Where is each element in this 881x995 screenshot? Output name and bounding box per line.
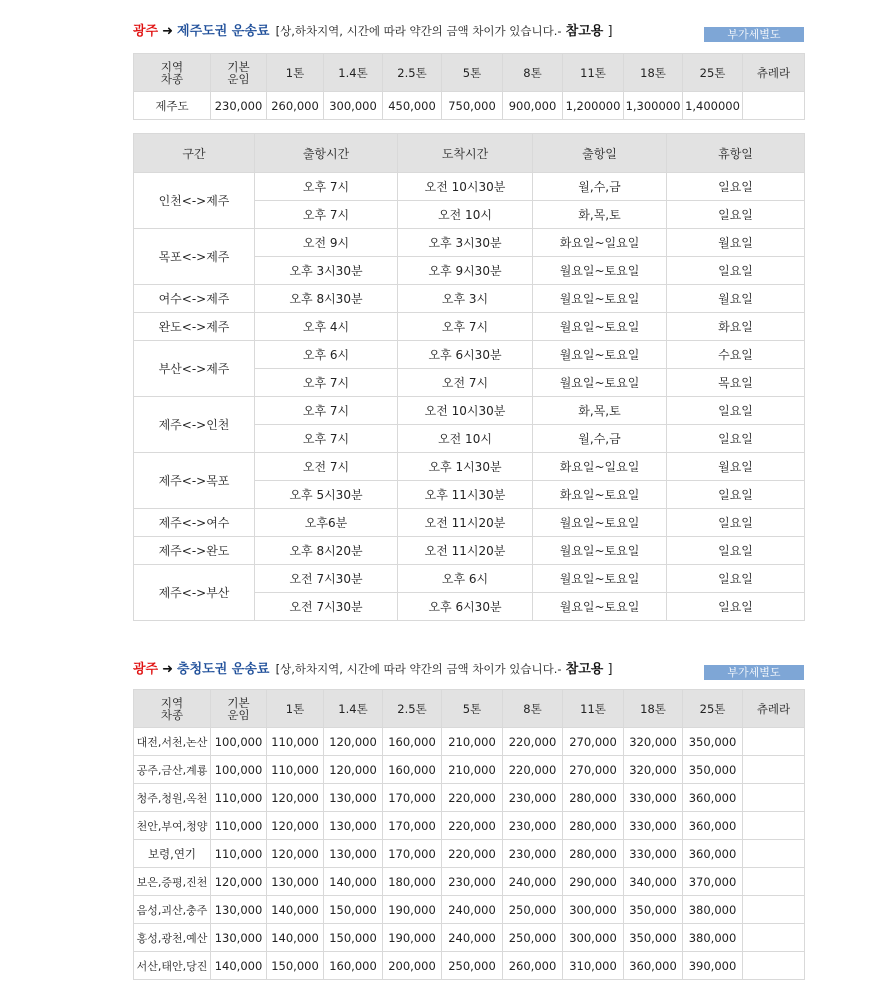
schedule-cell: 화요일~일요일	[533, 453, 667, 481]
header-cell: 구간	[134, 134, 255, 173]
rate-cell: 230,000	[442, 868, 503, 896]
title-destination: 충청도권 운송료	[177, 662, 270, 677]
route-cell: 제주<->여수	[134, 509, 255, 537]
header-cell: 1톤	[267, 690, 324, 728]
jeju-rate-table	[133, 53, 805, 120]
schedule-cell: 오전 7시30분	[255, 565, 398, 593]
table-row	[134, 812, 805, 840]
table-row	[134, 565, 805, 593]
arrow-right-icon: ➜	[162, 24, 174, 39]
region-label: 홍성,광천,예산	[136, 931, 208, 945]
schedule-cell: 월,수,금	[533, 425, 667, 453]
rate-cell: 160,000	[324, 952, 383, 980]
header-cell: 8톤	[503, 54, 563, 92]
schedule-cell: 오후 6시	[398, 565, 533, 593]
region-cell	[134, 952, 211, 980]
rate-cell: 330,000	[624, 784, 683, 812]
schedule-cell: 수요일	[667, 341, 805, 369]
title-note: [상,하차지역, 시간에 따라 약간의 금액 차이가 있습니다.-	[275, 24, 562, 38]
table-row	[134, 952, 805, 980]
rate-cell: 250,000	[442, 952, 503, 980]
schedule-cell: 월요일~토요일	[533, 565, 667, 593]
rate-cell: 130,000	[324, 784, 383, 812]
schedule-cell: 오전 7시	[255, 453, 398, 481]
rate-cell: 190,000	[383, 924, 442, 952]
table-row	[134, 537, 805, 565]
rate-cell: 350,000	[624, 896, 683, 924]
schedule-cell: 월요일~토요일	[533, 509, 667, 537]
table-header-row	[134, 134, 805, 173]
title-close: ]	[607, 24, 613, 39]
rate-cell: 290,000	[563, 868, 624, 896]
schedule-cell: 오후 3시30분	[398, 229, 533, 257]
arrow-right-icon: ➜	[162, 662, 174, 677]
rate-cell: 300,000	[563, 924, 624, 952]
schedule-cell: 월,수,금	[533, 173, 667, 201]
rate-cell: 230,000	[503, 840, 563, 868]
rate-cell: 360,000	[624, 952, 683, 980]
schedule-cell: 일요일	[667, 397, 805, 425]
header-cell: 1.4톤	[324, 54, 383, 92]
header-cell: 츄레라	[743, 54, 805, 92]
rate-cell: 240,000	[503, 868, 563, 896]
jeju-rate-section	[133, 18, 804, 120]
title-close: ]	[607, 662, 613, 677]
schedule-cell: 월요일~토요일	[533, 537, 667, 565]
header-cell: 1톤	[267, 54, 324, 92]
vat-badge: 부가세별도	[704, 665, 804, 680]
schedule-cell: 오후6분	[255, 509, 398, 537]
chungcheong-title-row	[133, 656, 804, 680]
header-cell: 기본 운임	[211, 54, 267, 92]
schedule-cell: 오후 1시30분	[398, 453, 533, 481]
table-row	[134, 784, 805, 812]
schedule-cell: 오후 7시	[255, 369, 398, 397]
route-cell: 완도<->제주	[134, 313, 255, 341]
rate-cell	[743, 924, 805, 952]
header-cell: 5톤	[442, 54, 503, 92]
table-row	[134, 229, 805, 257]
title-destination: 제주도권 운송료	[177, 24, 270, 39]
schedule-cell: 오후 6시	[255, 341, 398, 369]
schedule-cell: 일요일	[667, 173, 805, 201]
table-row	[134, 397, 805, 425]
schedule-cell: 오후 11시30분	[398, 481, 533, 509]
rate-cell: 300,000	[563, 896, 624, 924]
rate-cell: 280,000	[563, 840, 624, 868]
rate-cell: 140,000	[267, 896, 324, 924]
rate-cell: 380,000	[683, 924, 743, 952]
region-cell: 보령,연기	[134, 840, 211, 868]
rate-cell: 380,000	[683, 896, 743, 924]
schedule-cell: 오전 10시30분	[398, 173, 533, 201]
header-cell: 지역 차종	[134, 54, 211, 92]
schedule-cell: 오후 7시	[255, 425, 398, 453]
header-cell: 출항시간	[255, 134, 398, 173]
vat-badge: 부가세별도	[704, 27, 804, 42]
route-cell: 여수<->제주	[134, 285, 255, 313]
rate-cell: 230,000	[503, 784, 563, 812]
table-header-row	[134, 690, 805, 728]
chungcheong-rate-section	[133, 656, 804, 980]
table-row	[134, 173, 805, 201]
rate-cell: 130,000	[211, 924, 267, 952]
region-label: 대전,서천,논산	[136, 735, 208, 749]
schedule-cell: 일요일	[667, 425, 805, 453]
schedule-cell: 일요일	[667, 509, 805, 537]
rate-cell: 230,000	[503, 812, 563, 840]
rate-cell: 100,000	[211, 756, 267, 784]
region-cell	[134, 924, 211, 952]
rate-cell: 220,000	[442, 784, 503, 812]
rate-cell	[743, 868, 805, 896]
region-label: 음성,괴산,충주	[136, 903, 208, 917]
rate-cell: 130,000	[324, 840, 383, 868]
rate-cell: 370,000	[683, 868, 743, 896]
rate-cell: 140,000	[324, 868, 383, 896]
rate-cell: 100,000	[211, 728, 267, 756]
rate-cell: 330,000	[624, 812, 683, 840]
schedule-cell: 오전 10시	[398, 425, 533, 453]
header-cell: 25톤	[683, 54, 743, 92]
title-ref: 참고용	[565, 24, 604, 39]
schedule-cell: 월요일~토요일	[533, 313, 667, 341]
title-ref: 참고용	[565, 662, 604, 677]
schedule-cell: 화요일~토요일	[533, 481, 667, 509]
route-cell: 제주<->완도	[134, 537, 255, 565]
rate-cell	[743, 952, 805, 980]
schedule-cell: 화,목,토	[533, 397, 667, 425]
rate-cell: 360,000	[683, 840, 743, 868]
region-cell	[134, 868, 211, 896]
header-cell: 츄레라	[743, 690, 805, 728]
rate-cell	[743, 840, 805, 868]
route-cell: 제주<->부산	[134, 565, 255, 621]
rate-cell: 130,000	[267, 868, 324, 896]
title-origin: 광주	[133, 662, 159, 677]
chungcheong-title	[133, 658, 613, 677]
schedule-cell: 월요일~토요일	[533, 593, 667, 621]
rate-cell: 220,000	[442, 812, 503, 840]
schedule-cell: 오후 9시30분	[398, 257, 533, 285]
rate-cell	[743, 812, 805, 840]
rate-cell: 320,000	[624, 756, 683, 784]
schedule-cell: 화,목,토	[533, 201, 667, 229]
schedule-cell: 오전 11시20분	[398, 537, 533, 565]
rate-cell: 210,000	[442, 728, 503, 756]
rate-cell: 150,000	[267, 952, 324, 980]
rate-cell: 120,000	[267, 840, 324, 868]
region-label: 천안,부여,청양	[136, 819, 208, 833]
chungcheong-rate-table	[133, 689, 805, 980]
schedule-cell: 오후 3시	[398, 285, 533, 313]
route-cell: 제주<->인천	[134, 397, 255, 453]
schedule-cell: 일요일	[667, 201, 805, 229]
schedule-cell: 오후 6시30분	[398, 341, 533, 369]
rate-cell	[743, 896, 805, 924]
schedule-cell: 오후 4시	[255, 313, 398, 341]
header-cell: 11톤	[563, 54, 624, 92]
header-cell: 1.4톤	[324, 690, 383, 728]
header-cell: 지역 차종	[134, 690, 211, 728]
schedule-cell: 오후 7시	[398, 313, 533, 341]
schedule-cell: 화요일~일요일	[533, 229, 667, 257]
rate-cell: 120,000	[324, 728, 383, 756]
header-cell: 2.5톤	[383, 54, 442, 92]
rate-cell: 150,000	[324, 924, 383, 952]
rate-cell: 350,000	[683, 728, 743, 756]
rate-cell: 190,000	[383, 896, 442, 924]
table-row	[134, 285, 805, 313]
region-cell: 제주도	[134, 92, 211, 120]
rate-cell: 110,000	[211, 840, 267, 868]
schedule-cell: 일요일	[667, 481, 805, 509]
rate-cell	[743, 728, 805, 756]
table-row	[134, 756, 805, 784]
schedule-cell: 월요일~토요일	[533, 341, 667, 369]
table-row	[134, 313, 805, 341]
rate-cell: 270,000	[563, 728, 624, 756]
rate-cell: 140,000	[211, 952, 267, 980]
schedule-cell: 오전 10시30분	[398, 397, 533, 425]
rate-cell: 450,000	[383, 92, 442, 120]
rate-cell: 110,000	[267, 728, 324, 756]
rate-cell: 360,000	[683, 784, 743, 812]
schedule-cell: 일요일	[667, 537, 805, 565]
title-note: [상,하차지역, 시간에 따라 약간의 금액 차이가 있습니다.-	[275, 662, 562, 676]
schedule-cell: 오후 7시	[255, 173, 398, 201]
jeju-title	[133, 20, 613, 39]
rate-cell: 900,000	[503, 92, 563, 120]
table-row	[134, 840, 805, 868]
schedule-cell: 월요일	[667, 453, 805, 481]
rate-cell: 350,000	[683, 756, 743, 784]
schedule-cell: 오전 9시	[255, 229, 398, 257]
region-label: 서산,태안,당진	[136, 959, 208, 973]
region-label: 보은,증평,진천	[136, 875, 208, 889]
rate-cell: 360,000	[683, 812, 743, 840]
schedule-cell: 목요일	[667, 369, 805, 397]
rate-cell: 230,000	[211, 92, 267, 120]
rate-cell: 120,000	[324, 756, 383, 784]
rate-cell: 280,000	[563, 784, 624, 812]
rate-cell: 340,000	[624, 868, 683, 896]
header-cell: 11톤	[563, 690, 624, 728]
schedule-cell: 일요일	[667, 565, 805, 593]
rate-cell: 270,000	[563, 756, 624, 784]
rate-cell: 220,000	[503, 728, 563, 756]
rate-cell: 240,000	[442, 896, 503, 924]
table-row	[134, 92, 805, 120]
rate-cell: 170,000	[383, 840, 442, 868]
rate-cell	[743, 784, 805, 812]
schedule-cell: 월요일	[667, 285, 805, 313]
table-row	[134, 924, 805, 952]
region-cell	[134, 896, 211, 924]
rate-cell: 130,000	[211, 896, 267, 924]
schedule-cell: 오전 7시30분	[255, 593, 398, 621]
ferry-schedule-table	[133, 133, 805, 621]
route-cell: 목포<->제주	[134, 229, 255, 285]
region-label: 공주,금산,계룡	[136, 763, 208, 777]
schedule-cell: 오후 7시	[255, 201, 398, 229]
header-cell: 출항일	[533, 134, 667, 173]
region-cell	[134, 784, 211, 812]
jeju-title-row	[133, 18, 804, 42]
route-cell: 제주<->목포	[134, 453, 255, 509]
header-cell: 8톤	[503, 690, 563, 728]
region-label: 청주,청원,옥천	[136, 791, 208, 805]
schedule-cell: 오후 6시30분	[398, 593, 533, 621]
rate-cell: 1,300000	[624, 92, 683, 120]
rate-cell	[743, 92, 805, 120]
rate-cell: 160,000	[383, 728, 442, 756]
rate-cell: 300,000	[324, 92, 383, 120]
rate-cell: 390,000	[683, 952, 743, 980]
header-cell: 5톤	[442, 690, 503, 728]
rate-cell: 320,000	[624, 728, 683, 756]
region-cell	[134, 728, 211, 756]
schedule-cell: 오후 8시20분	[255, 537, 398, 565]
rate-cell: 180,000	[383, 868, 442, 896]
table-row	[134, 453, 805, 481]
route-cell: 인천<->제주	[134, 173, 255, 229]
schedule-cell: 월요일~토요일	[533, 369, 667, 397]
rate-cell: 750,000	[442, 92, 503, 120]
rate-cell: 110,000	[211, 812, 267, 840]
rate-cell: 350,000	[624, 924, 683, 952]
rate-cell: 200,000	[383, 952, 442, 980]
route-cell: 부산<->제주	[134, 341, 255, 397]
table-row	[134, 896, 805, 924]
schedule-cell: 화요일	[667, 313, 805, 341]
schedule-cell: 월요일	[667, 229, 805, 257]
schedule-cell: 오전 11시20분	[398, 509, 533, 537]
rate-cell: 160,000	[383, 756, 442, 784]
rate-cell: 220,000	[503, 756, 563, 784]
header-cell: 18톤	[624, 54, 683, 92]
schedule-cell: 오전 10시	[398, 201, 533, 229]
rate-cell: 250,000	[503, 896, 563, 924]
ferry-schedule-section	[133, 133, 804, 621]
header-cell: 휴항일	[667, 134, 805, 173]
header-cell: 도착시간	[398, 134, 533, 173]
schedule-cell: 오후 5시30분	[255, 481, 398, 509]
header-cell: 25톤	[683, 690, 743, 728]
rate-cell: 150,000	[324, 896, 383, 924]
region-cell	[134, 756, 211, 784]
schedule-cell: 오후 7시	[255, 397, 398, 425]
header-cell: 기본 운임	[211, 690, 267, 728]
rate-cell: 170,000	[383, 812, 442, 840]
schedule-cell: 월요일~토요일	[533, 285, 667, 313]
header-cell: 18톤	[624, 690, 683, 728]
table-row	[134, 868, 805, 896]
rate-cell: 210,000	[442, 756, 503, 784]
rate-cell: 140,000	[267, 924, 324, 952]
rate-cell: 130,000	[324, 812, 383, 840]
rate-cell: 330,000	[624, 840, 683, 868]
header-cell: 2.5톤	[383, 690, 442, 728]
rate-cell: 1,400000	[683, 92, 743, 120]
schedule-cell: 오전 7시	[398, 369, 533, 397]
rate-cell: 1,200000	[563, 92, 624, 120]
table-row	[134, 728, 805, 756]
rate-cell: 120,000	[267, 784, 324, 812]
schedule-cell: 오후 8시30분	[255, 285, 398, 313]
rate-cell	[743, 756, 805, 784]
title-origin: 광주	[133, 24, 159, 39]
rate-cell: 240,000	[442, 924, 503, 952]
schedule-cell: 일요일	[667, 257, 805, 285]
rate-cell: 260,000	[267, 92, 324, 120]
table-row	[134, 341, 805, 369]
rate-cell: 120,000	[267, 812, 324, 840]
table-header-row	[134, 54, 805, 92]
rate-cell: 220,000	[442, 840, 503, 868]
rate-cell: 260,000	[503, 952, 563, 980]
rate-cell: 280,000	[563, 812, 624, 840]
rate-cell: 310,000	[563, 952, 624, 980]
region-cell	[134, 812, 211, 840]
schedule-cell: 오후 3시30분	[255, 257, 398, 285]
schedule-cell: 월요일~토요일	[533, 257, 667, 285]
schedule-cell: 일요일	[667, 593, 805, 621]
rate-cell: 170,000	[383, 784, 442, 812]
table-row	[134, 509, 805, 537]
rate-cell: 120,000	[211, 868, 267, 896]
rate-cell: 110,000	[267, 756, 324, 784]
rate-cell: 110,000	[211, 784, 267, 812]
rate-cell: 250,000	[503, 924, 563, 952]
